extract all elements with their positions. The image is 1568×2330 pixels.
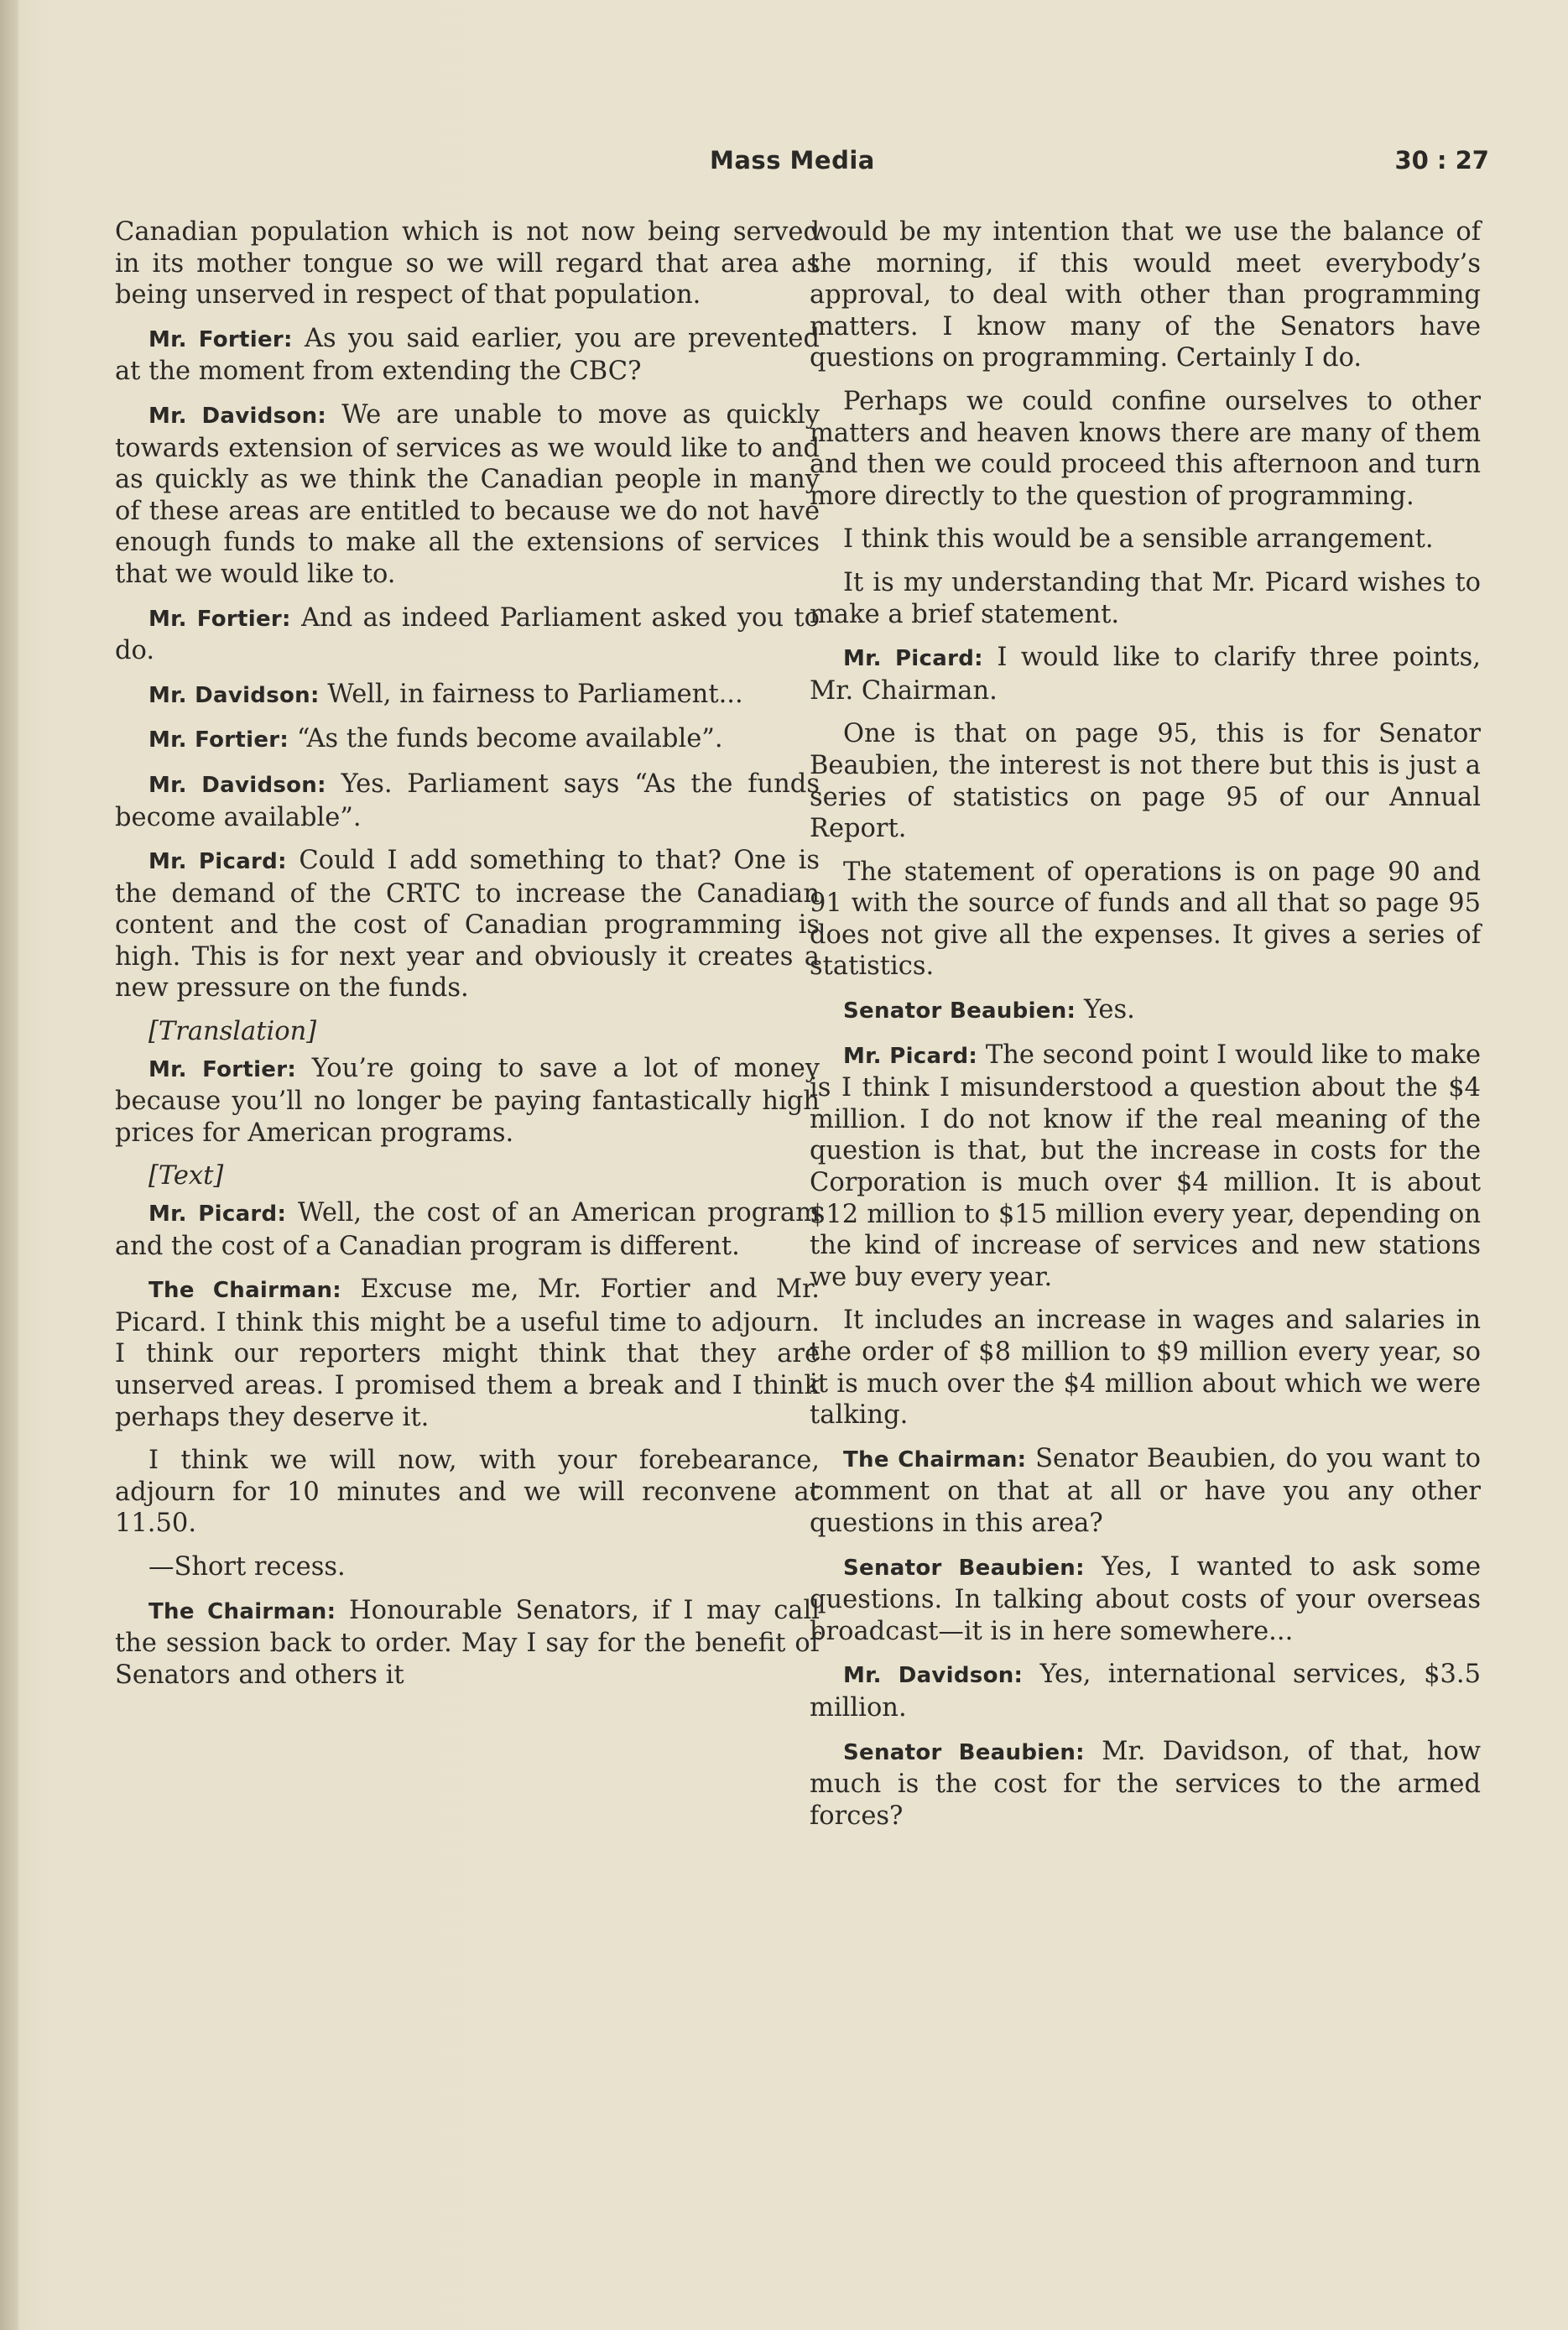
paragraph-text: As you said earlier, you are prevented at the moment from extending the CBC?: [115, 323, 820, 387]
paragraph-text: One is that on page 95, this is for Senator Beaubien, the interest is not there but this is just a series of statistics on page 95 of our Annual Report.: [810, 719, 1481, 844]
paragraph-text: Honourable Senators, if I may call the session back to order. May I say for the benefit of Senators and others it: [115, 1595, 820, 1690]
transcript-paragraph: [115, 1274, 820, 1433]
paragraph-text: Yes, I wanted to ask some questions. In talking about costs of your overseas broadcast—it is in here somewhere...: [810, 1551, 1482, 1646]
transcript-paragraph: [810, 857, 1481, 983]
transcript-paragraph: [810, 1551, 1481, 1648]
left-column: [115, 216, 820, 1702]
paragraph-text: Canadian population which is not now being served in its mother tongue so we will regard that area as being unserved in respect of that population.: [115, 217, 820, 310]
page-header: [0, 141, 1568, 183]
transcript-paragraph: [115, 1445, 820, 1540]
speaker-name: Mr. Picard:: [148, 849, 287, 875]
paragraph-text: “As the funds become available”.: [296, 724, 723, 754]
transcript-paragraph: [115, 216, 820, 311]
paragraph-text: I would like to clarify three points, Mr. Chairman.: [810, 643, 1481, 706]
paragraph-text: I think we will now, with your forebearance, adjourn for 10 minutes and we will reconvene at 11.50.: [115, 1446, 820, 1539]
speaker-name: Senator Beaubien:: [843, 998, 1076, 1024]
transcript-paragraph: [810, 1736, 1481, 1832]
transcript-paragraph: [115, 602, 820, 667]
paragraph-text: It includes an increase in wages and salaries in the order of $8 million to $9 million every year, so it is much over the $4 million about which we were talking.: [810, 1306, 1481, 1431]
paragraph-text: Yes.: [1083, 995, 1135, 1025]
paragraph-text: Perhaps we could confine ourselves to other matters and heaven knows there are many of them and then we could proceed this afternoon and turn more directly to the question of programming.: [810, 386, 1481, 511]
binding-edge: [0, 0, 18, 2330]
transcript-paragraph: [810, 1443, 1481, 1540]
running-title: Mass Media: [710, 146, 875, 175]
speaker-name: Mr. Picard:: [843, 646, 983, 672]
speaker-name: Mr. Davidson:: [148, 772, 326, 798]
transcript-paragraph: [115, 323, 820, 388]
transcript-paragraph: [810, 994, 1481, 1028]
speaker-name: Mr. Davidson:: [148, 682, 320, 708]
speaker-name: Mr. Fortier:: [148, 326, 293, 352]
transcript-paragraph: [115, 845, 820, 1004]
transcript-paragraph: [810, 524, 1481, 555]
speaker-name: Mr. Fortier:: [148, 727, 289, 753]
paragraph-text: We are unable to move as quickly towards extension of services as we would like to and as quickly as we think the Canadian people in many of these areas are entitled to because we do not have enough funds to make all the extensions of services that we would like to.: [115, 399, 820, 589]
transcript-paragraph: [810, 386, 1481, 512]
paragraph-text: Yes. Parliament says “As the funds become available”.: [115, 769, 820, 832]
transcript-paragraph: [115, 1551, 820, 1583]
speaker-name: The Chairman:: [843, 1446, 1027, 1473]
right-column: [810, 216, 1481, 1843]
paragraph-text: The second point I would like to make is I think I misunderstood a question about the $4 million. I do not know if the real meaning of the question is that, but the increase in costs for the Corporation is much over $4 million. It is about $12 million to $15 million every year, depending on the kind of increase of services and new stations we buy every year.: [810, 1040, 1481, 1292]
paragraph-text: —Short recess.: [148, 1551, 346, 1582]
speaker-name: Mr. Davidson:: [148, 403, 327, 429]
speaker-name: The Chairman:: [148, 1278, 341, 1304]
transcript-paragraph: [115, 769, 820, 833]
transcript-paragraph: [810, 1305, 1481, 1431]
paragraph-text: Well, the cost of an American program and the cost of a Canadian program is different.: [115, 1198, 820, 1261]
paragraph-text: Yes, international services, $3.5 million.: [810, 1660, 1481, 1723]
transcript-paragraph: [810, 718, 1481, 844]
transcript-paragraph: [115, 1595, 820, 1691]
paragraph-text: And as indeed Parliament asked you to do.: [115, 602, 820, 666]
page-number: 30 : 27: [1394, 146, 1489, 175]
speaker-name: Mr. Fortier:: [148, 1056, 297, 1082]
section-label: [Translation]: [148, 1017, 317, 1047]
transcript-paragraph: [810, 1659, 1481, 1723]
transcript-paragraph: [115, 399, 820, 591]
transcript-paragraph: [115, 1053, 820, 1149]
transcript-paragraph: [810, 1040, 1481, 1294]
paragraph-text: You’re going to save a lot of money because you’ll no longer be paying fantastically high prices for American programs.: [115, 1053, 820, 1148]
speaker-name: Mr. Picard:: [843, 1043, 978, 1069]
transcript-paragraph: [810, 642, 1481, 706]
paragraph-text: would be my intention that we use the balance of the morning, if this would meet everybody’s approval, to deal with other than programming matters. I know many of the Senators have questions on programming. Certainly I do.: [810, 217, 1481, 373]
speaker-name: Mr. Picard:: [148, 1201, 287, 1228]
speaker-name: Senator Beaubien:: [843, 1739, 1085, 1765]
transcript-paragraph: [810, 216, 1481, 374]
paragraph-text: It is my understanding that Mr. Picard wishes to make a brief statement.: [810, 567, 1481, 629]
transcript-paragraph: [810, 567, 1481, 630]
paragraph-text: The statement of operations is on page 90 and 91 with the source of funds and all that so page 95 does not give all the expenses. It gives a series of statistics.: [810, 857, 1481, 982]
speaker-name: The Chairman:: [148, 1598, 336, 1624]
paragraph-text: Could I add something to that? One is the demand of the CRTC to increase the Canadian content and the cost of Canadian programming is high. This is for next year and obviously it creates a new pressure on the funds.: [115, 846, 820, 1003]
transcript-paragraph: [115, 1197, 820, 1262]
speaker-name: Mr. Fortier:: [148, 606, 291, 632]
paragraph-text: Senator Beaubien, do you want to comment on that at all or have you any other questions in this area?: [810, 1443, 1481, 1538]
section-label: [Text]: [148, 1161, 224, 1191]
transcript-paragraph: [115, 679, 820, 712]
paragraph-text: Excuse me, Mr. Fortier and Mr. Picard. I think this might be a useful time to adjourn. I think our reporters might think that they are unserved areas. I promised them a break and I think perhaps they deserve it.: [115, 1274, 820, 1432]
transcript-paragraph: [115, 723, 820, 757]
paragraph-text: I think this would be a sensible arrangement.: [843, 524, 1434, 555]
paragraph-text: Mr. Davidson, of that, how much is the cost for the services to the armed forces?: [810, 1736, 1482, 1831]
speaker-name: Senator Beaubien:: [843, 1555, 1085, 1581]
speaker-name: Mr. Davidson:: [843, 1663, 1024, 1689]
paragraph-text: Well, in fairness to Parliament...: [327, 679, 743, 709]
